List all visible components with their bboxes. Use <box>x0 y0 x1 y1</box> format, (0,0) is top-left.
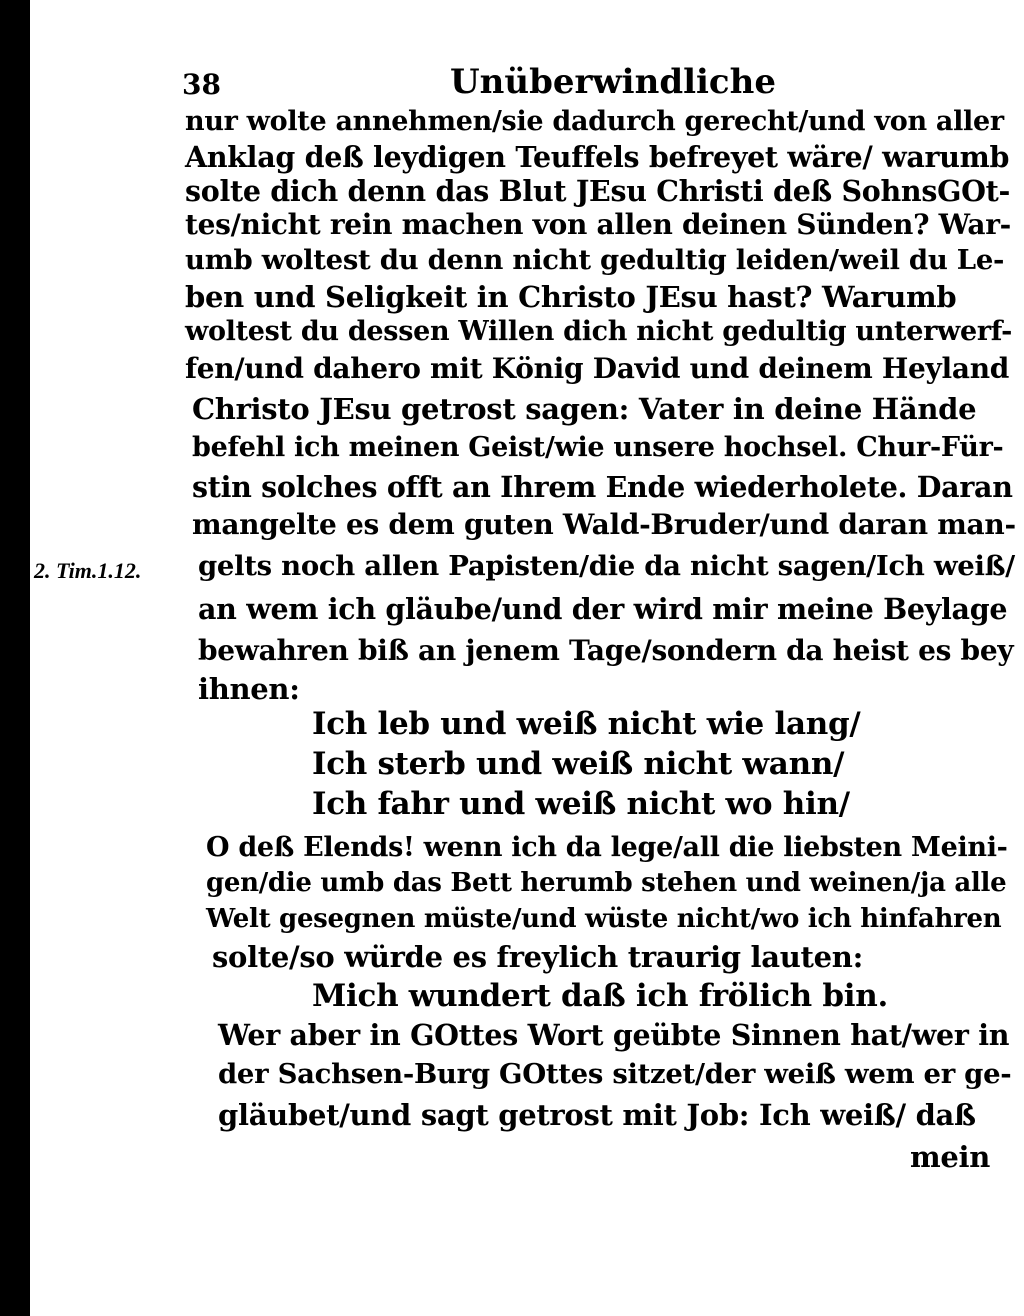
verse-line: Ich leb und weiß nicht wie lang/ <box>312 706 861 742</box>
text-line: tes/nicht rein machen von allen deinen Sünden? War- <box>185 208 1011 241</box>
text-line: mangelte es dem guten Wald-Bruder/und daran man- <box>192 508 1016 541</box>
text-line: solte/so würde es freylich traurig lauten: <box>212 940 863 974</box>
verse-line: Ich fahr und weiß nicht wo hin/ <box>312 786 850 822</box>
text-line: O deß Elends! wenn ich da lege/all die liebsten Meini- <box>206 832 1008 863</box>
text-line: gläubet/und sagt getrost mit Job: Ich weiß/ daß <box>218 1098 976 1132</box>
text-line: Welt gesegnen müste/und wüste nicht/wo ich hinfahren <box>206 904 1002 934</box>
text-line: woltest du dessen Willen dich nicht gedultig unterwerf- <box>185 316 1013 347</box>
text-line: an wem ich gläube/und der wird mir meine Beylage <box>198 592 1008 626</box>
book-page <box>30 0 1024 1316</box>
verse-line: Ich sterb und weiß nicht wann/ <box>312 746 845 782</box>
text-line: stin solches offt an Ihrem Ende wiederholete. Daran <box>192 470 1013 504</box>
margin-note-scripture-reference: 2. Tim.1.12. <box>34 558 142 583</box>
text-line: fen/und dahero mit König David und deinem Heyland <box>185 352 1010 385</box>
catchword: mein <box>910 1140 991 1174</box>
running-title: Unüberwindliche <box>450 62 776 102</box>
text-line: der Sachsen-Burg GOttes sitzet/der weiß wem er ge- <box>218 1058 1012 1090</box>
text-line: solte dich denn das Blut JEsu Christi deß SohnsGOt- <box>185 174 1011 208</box>
page-header <box>30 60 1024 108</box>
text-line: gen/die umb das Bett herumb stehen und weinen/ja alle <box>206 868 1007 898</box>
text-line: gelts noch allen Papisten/die da nicht sagen/Ich weiß/ <box>198 550 1015 582</box>
verse-line: Mich wundert daß ich frölich bin. <box>312 978 888 1014</box>
page-number: 38 <box>182 68 221 101</box>
text-line: ihnen: <box>198 672 300 706</box>
text-line: nur wolte annehmen/sie dadurch gerecht/und von aller <box>185 106 1004 137</box>
text-line: Wer aber in GOttes Wort geübte Sinnen hat/wer in <box>218 1018 1010 1052</box>
text-line: umb woltest du denn nicht gedultig leiden/weil du Le- <box>185 244 1005 276</box>
text-line: Christo JEsu getrost sagen: Vater in deine Hände <box>192 392 977 426</box>
text-line: bewahren biß an jenem Tage/sondern da heist es bey <box>198 634 1014 667</box>
text-line: befehl ich meinen Geist/wie unsere hochsel. Chur-Für- <box>192 432 1004 463</box>
text-line: Anklag deß leydigen Teuffels befreyet wäre/ warumb <box>185 140 1010 174</box>
text-line: ben und Seligkeit in Christo JEsu hast? Warumb <box>185 280 957 314</box>
